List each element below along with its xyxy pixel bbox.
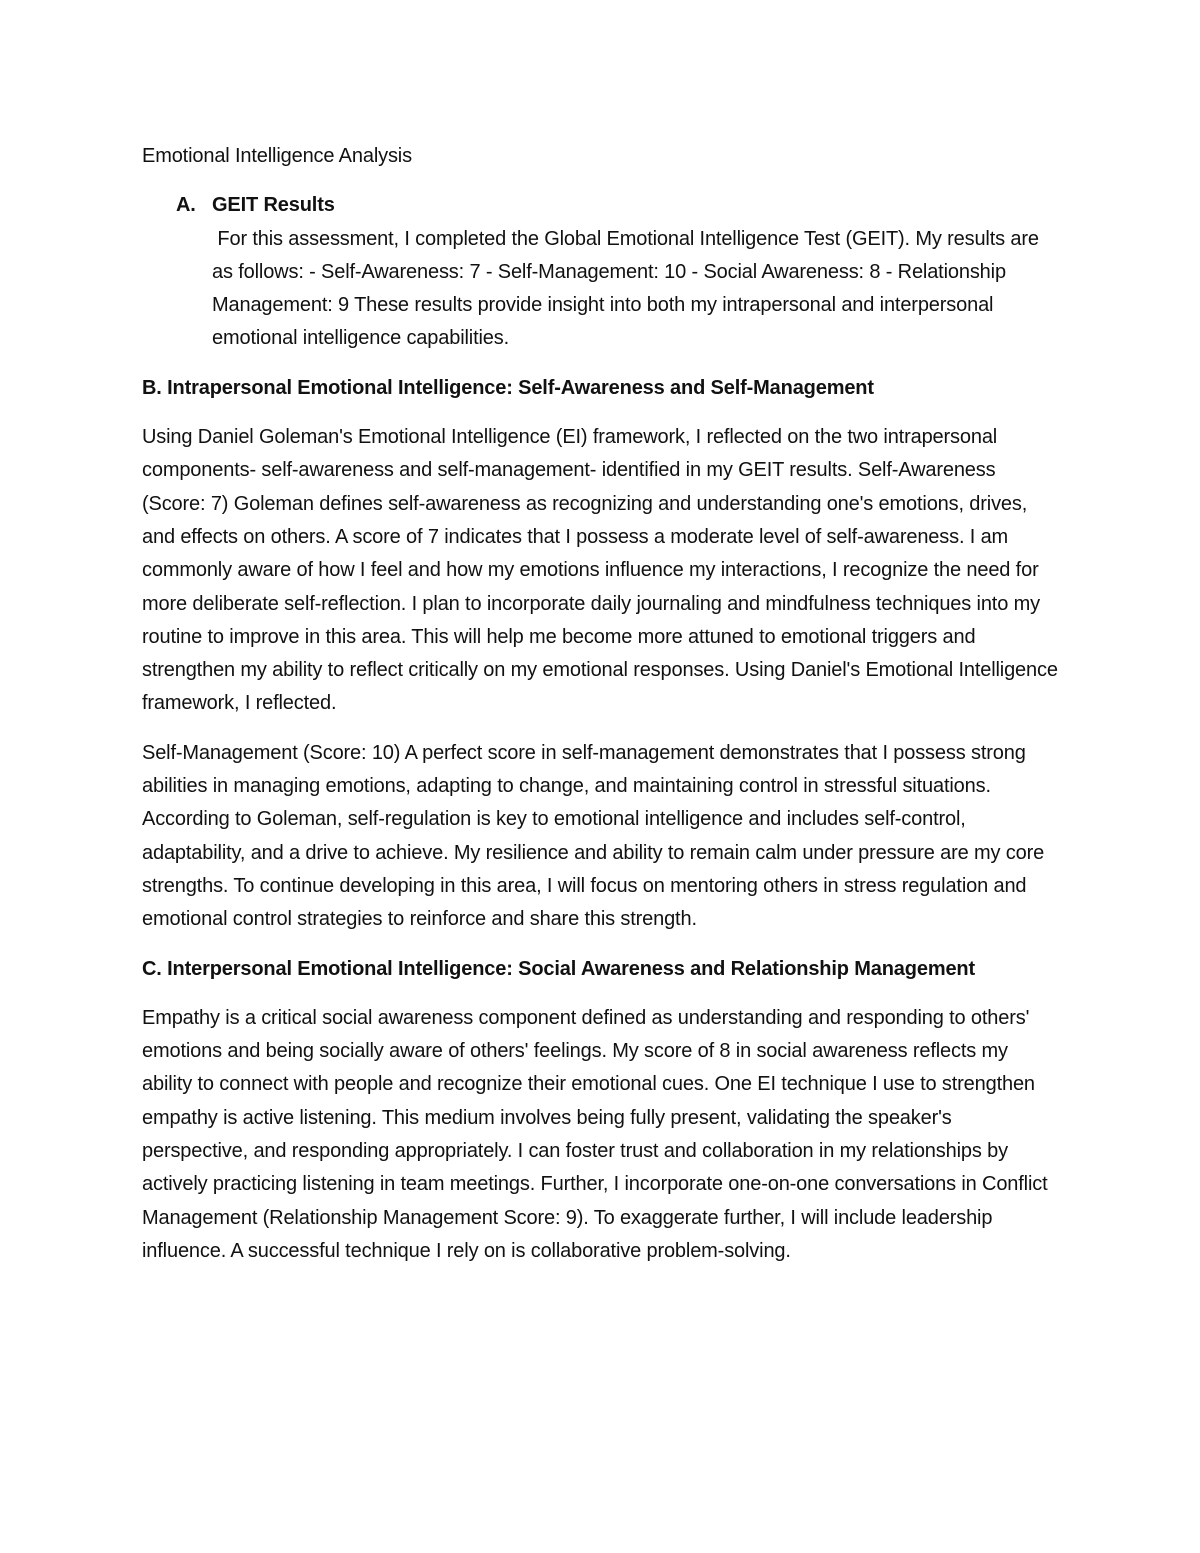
- section-a-text: For this assessment, I completed the Global Emotional Intelligence Test (GEIT). My results are as follows: - Self-Awareness: 7 - Self-Management: 10 - Social Awareness: 8 - Relationship Management: 9 These results provide insight into both my intrapersonal and interpersonal emotional intelligence capabilities.: [212, 227, 1045, 350]
- section-a: [142, 189, 1060, 355]
- section-a-body-block: [212, 189, 1060, 355]
- section-c-heading: C. Interpersonal Emotional Intelligence: Social Awareness and Relationship Management: [142, 957, 976, 980]
- document-title: Emotional Intelligence Analysis: [142, 145, 412, 167]
- document-page: [142, 140, 1060, 1284]
- section-b-paragraph: Self-Management (Score: 10) A perfect score in self-management demonstrates that I possess strong abilities in managing emotions, adapting to change, and maintaining control in stressful situations. According to Goleman, self-regulation is key to emotional intelligence and includes self-control, adaptability, and a drive to achieve. My resilience and ability to remain calm under pressure are my core strengths. To continue developing in this area, I will focus on mentoring others in stress regulation and emotional control strategies to reinforce and share this strength.: [142, 741, 1045, 931]
- list-marker: A.: [176, 194, 196, 217]
- section-c-paragraph: Empathy is a critical social awareness component defined as understanding and responding to others' emotions and being socially aware of others' feelings. My score of 8 in social awareness reflects my ability to connect with people and recognize their emotional cues. One EI technique I use to strengthen empathy is active listening. This medium involves being fully present, validating the speaker's perspective, and responding appropriately. I can foster trust and collaboration in my relationships by actively practicing listening in team meetings. Further, I incorporate one-on-one conversations in Conflict Management (Relationship Management Score: 9). To exaggerate further, I will include leadership influence. A successful technique I rely on is collaborative problem-solving.: [142, 1006, 1048, 1262]
- section-a-heading: GEIT Results: [212, 194, 335, 217]
- section-b-paragraph: Using Daniel Goleman's Emotional Intelligence (EI) framework, I reflected on the two intrapersonal components- self-awareness and self-management- identified in my GEIT results. Self-Awareness (Score: 7) Goleman defines self-awareness as recognizing and understanding one's emotions, drives, and effects on others. A score of 7 indicates that I possess a moderate level of self-awareness. I am commonly aware of how I feel and how my emotions influence my interactions, I recognize the need for more deliberate self-reflection. I plan to incorporate daily journaling and mindfulness techniques into my routine to improve in this area. This will help me become more attuned to emotional triggers and strengthen my ability to reflect critically on my emotional responses. Using Daniel's Emotional Intelligence framework, I reflected.: [142, 426, 1058, 715]
- section-b-heading: B. Intrapersonal Emotional Intelligence: Self-Awareness and Self-Management: [142, 376, 874, 399]
